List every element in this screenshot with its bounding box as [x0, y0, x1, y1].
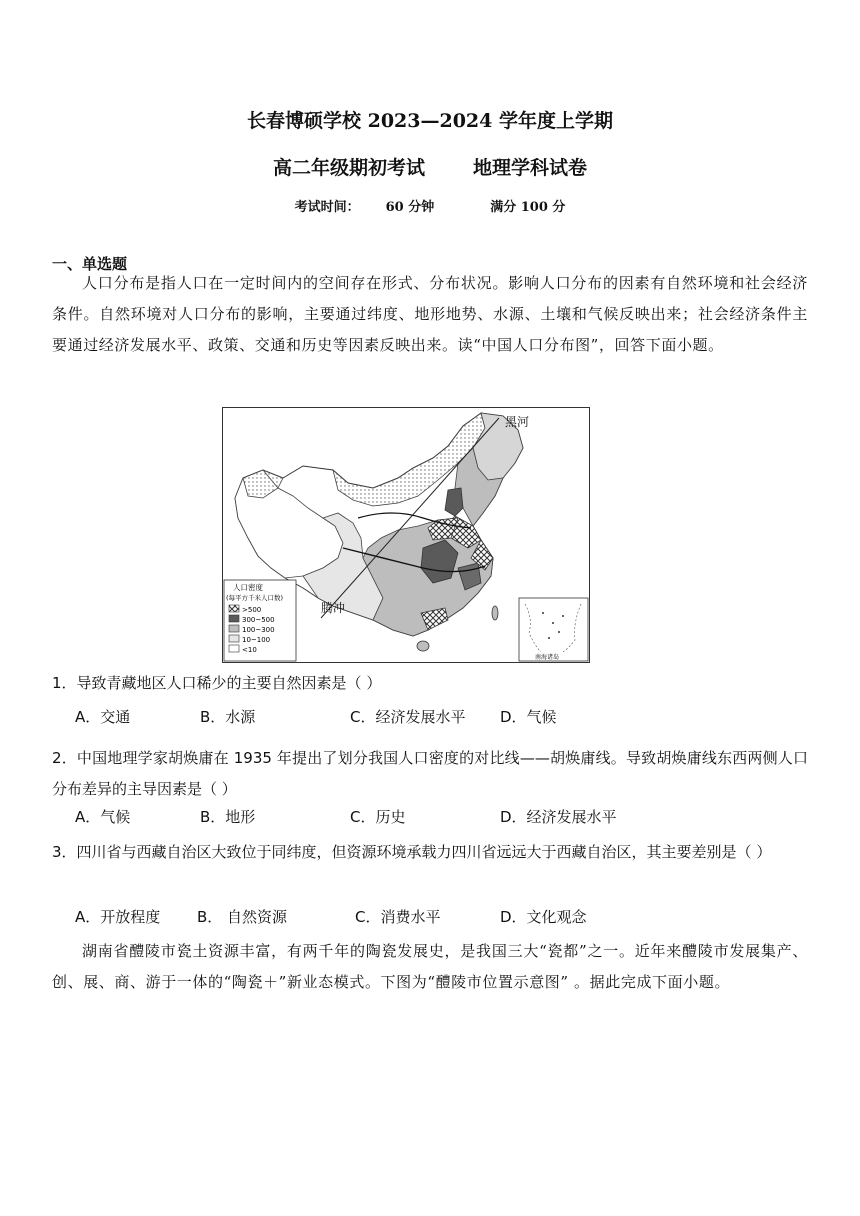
- option-d[interactable]: D．气候: [500, 708, 557, 726]
- question-1-stem: 1．导致青藏地区人口稀少的主要自然因素是（ ）: [52, 674, 382, 692]
- question-2-stem: 2．中国地理学家胡焕庸在 1935 年提出了划分我国人口密度的对比线——胡焕庸线。导致胡焕庸线东西两侧人口分布差异的主导因素是（ ）: [52, 749, 808, 798]
- passage-2: 湖南省醴陵市瓷土资源丰富，有两千年的陶瓷发展史，是我国三大“瓷都”之一。近年来醴陵市发展集产、创、展、商、游于一体的“陶瓷＋”新业态模式。下图为“醴陵市位置示意图” 。据此完成下面小题。: [52, 942, 808, 991]
- inset-label: 南海诸岛: [535, 654, 560, 661]
- option-c[interactable]: C．消费水平: [355, 908, 441, 926]
- map-legend: [224, 580, 296, 661]
- option-c[interactable]: C．历史: [350, 808, 406, 826]
- exam-time-value: 60 分钟: [385, 200, 435, 215]
- option-a[interactable]: A．气候: [75, 808, 131, 826]
- grade-exam-name: 高二年级期初考试: [272, 157, 425, 179]
- legend-item: >500: [242, 606, 262, 614]
- label-heihe: 黑河: [505, 415, 530, 429]
- option-d[interactable]: D．文化观念: [500, 908, 587, 926]
- legend-subtitle: (每平方千米人口数): [226, 594, 284, 602]
- full-score: 满分 100 分: [490, 200, 566, 215]
- section-heading: 一、单选题: [52, 255, 128, 273]
- option-a[interactable]: A．交通: [75, 708, 131, 726]
- legend-item: 100~300: [242, 626, 275, 634]
- south-china-sea-inset: [519, 598, 588, 661]
- exam-title-line2: [0, 153, 860, 180]
- exam-title-line1: 长春博硕学校 2023—2024 学年度上学期: [247, 110, 613, 132]
- option-d[interactable]: D．经济发展水平: [500, 808, 617, 826]
- option-b[interactable]: B．地形: [200, 808, 256, 826]
- legend-item: <10: [242, 646, 257, 654]
- legend-title: 人口密度: [233, 583, 263, 592]
- legend-item: 300~500: [242, 616, 275, 624]
- option-a[interactable]: A．开放程度: [75, 908, 161, 926]
- label-tengchong: 腾冲: [321, 601, 346, 615]
- option-b[interactable]: B．水源: [200, 708, 256, 726]
- exam-info: [0, 196, 860, 215]
- passage-1: 人口分布是指人口在一定时间内的空间存在形式、分布状况。影响人口分布的因素有自然环境和社会经济条件。自然环境对人口分布的影响，主要通过纬度、地形地势、水源、土壤和气候反映出来；社会经济条件主要通过经济发展水平、政策、交通和历史等因素反映出来。读“中国人口分布图”，回答下面小题。: [52, 274, 808, 354]
- question-3-stem: 3．四川省与西藏自治区大致位于同纬度，但资源环境承载力四川省远远大于西藏自治区，其主要差别是（ ）: [52, 843, 772, 861]
- subject-name: 地理学科试卷: [473, 157, 588, 179]
- exam-time-label: 考试时间：: [294, 200, 360, 215]
- option-c[interactable]: C．经济发展水平: [350, 708, 466, 726]
- legend-item: 10~100: [242, 636, 271, 644]
- option-b[interactable]: B． 自然资源: [197, 908, 288, 926]
- china-population-map: [222, 407, 590, 663]
